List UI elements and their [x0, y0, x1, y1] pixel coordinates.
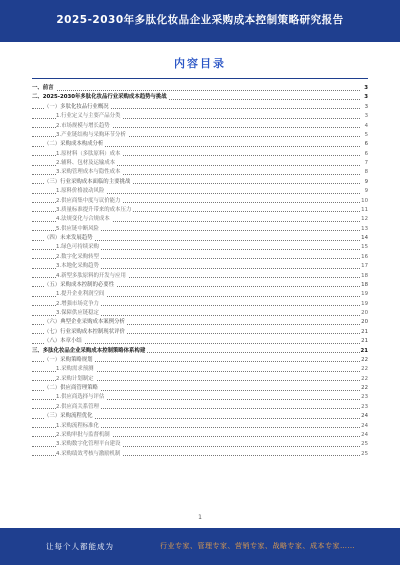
toc-entry[interactable]: [32, 112, 368, 121]
toc-entry-title: 3.本地化采购趋势: [56, 262, 101, 271]
toc-entry-page: 12: [360, 215, 368, 224]
toc-entry-page: 18: [360, 281, 368, 290]
toc-entry-page: 17: [360, 262, 368, 271]
toc-entry[interactable]: [32, 131, 368, 140]
toc-entry[interactable]: [32, 140, 368, 149]
toc-entry[interactable]: [32, 384, 368, 393]
toc-entry-page: 19: [360, 290, 368, 299]
toc-entry[interactable]: [32, 197, 368, 206]
toc-entry-page: 9: [360, 178, 368, 187]
toc-entry-title: 2.供应商集中度与议价能力: [56, 197, 122, 206]
toc-entry[interactable]: [32, 309, 368, 318]
toc-entry-title: （五）采购成本控制的必要性: [44, 281, 116, 290]
report-title: 2025-2030年多肽化妆品企业采购成本控制策略研究报告: [56, 14, 344, 26]
toc-entry-title: 3.质量标准提升带来的成本压力: [56, 206, 133, 215]
toc-entry[interactable]: [32, 393, 368, 402]
toc-entry-page: 20: [360, 309, 368, 318]
toc-entry-page: 7: [360, 159, 368, 168]
toc-entry-page: 21: [360, 328, 368, 337]
toc-entry-title: 1.供应商选择与评估: [56, 393, 106, 402]
toc-entry[interactable]: [32, 168, 368, 177]
toc-entry[interactable]: [32, 290, 368, 299]
toc-entry-title: （三）行业采购成本面临的主要挑战: [44, 178, 132, 187]
toc-entry-page: 14: [360, 234, 368, 243]
toc-entry-title: 1.采购需求预测: [56, 365, 96, 374]
toc-entry-page: 15: [360, 243, 368, 252]
toc-entry-page: 24: [360, 412, 368, 421]
toc-entry-title: （一）多肽化妆品行业概况: [44, 103, 111, 112]
toc-entry[interactable]: [32, 187, 368, 196]
toc-entry-title: 3.保障供应链稳定: [56, 309, 101, 318]
toc-entry-title: 三、多肽化妆品企业采购成本控制策略体系构建: [32, 347, 147, 356]
toc-entry-title: 2.市场规模与增长趋势: [56, 122, 112, 131]
toc-entry-title: 2.增强市场竞争力: [56, 300, 101, 309]
toc-entry[interactable]: [32, 93, 368, 102]
toc-divider: [32, 78, 368, 79]
toc-entry-title: 4.法规变化与合规成本: [56, 215, 112, 224]
toc-entry-page: 18: [360, 272, 368, 281]
toc-entry-title: 5.供应链中断风险: [56, 225, 101, 234]
toc-entry-title: 3.采购数字化管理平台建设: [56, 440, 122, 449]
toc-entry-page: 6: [360, 140, 368, 149]
page-number: 1: [198, 514, 202, 521]
footer-tags: 行业专家、管理专家、营销专家、战略专家、成本专家……: [160, 542, 355, 550]
toc-entry[interactable]: [32, 234, 368, 243]
toc-entry[interactable]: [32, 272, 368, 281]
toc-entry[interactable]: [32, 225, 368, 234]
toc-entry-page: 23: [360, 403, 368, 412]
toc-entry-title: 1.采购流程标准化: [56, 422, 101, 431]
toc-entry-page: 13: [360, 225, 368, 234]
toc-entry[interactable]: [32, 318, 368, 327]
toc-leader-dots: [32, 90, 360, 91]
toc-heading: 内容目录: [174, 57, 226, 70]
toc-entry-page: 22: [360, 365, 368, 374]
toc-entry[interactable]: [32, 243, 368, 252]
toc-entry-page: 4: [360, 122, 368, 131]
toc-entry[interactable]: [32, 178, 368, 187]
toc-entry[interactable]: [32, 440, 368, 449]
toc-entry[interactable]: [32, 450, 368, 459]
toc-entry-title: 1.绿色可持续采购: [56, 243, 101, 252]
toc-entry-page: 3: [360, 84, 368, 93]
toc-entry-page: 8: [360, 168, 368, 177]
toc-entry-title: 1.行业定义与主要产品分类: [56, 112, 122, 121]
toc-entry[interactable]: [32, 206, 368, 215]
toc-entry[interactable]: [32, 281, 368, 290]
toc-entry[interactable]: [32, 253, 368, 262]
toc-entry[interactable]: [32, 300, 368, 309]
toc-entry-page: 3: [360, 112, 368, 121]
toc-entry-page: 6: [360, 150, 368, 159]
toc-entry-title: 2.数字化采购转型: [56, 253, 101, 262]
toc-entry-page: 22: [360, 375, 368, 384]
footer-slogan: 让每个人都能成为: [46, 542, 114, 551]
toc-entry-title: （二）采购成本构成分析: [44, 140, 105, 149]
toc-entry-title: （二）供应商管理策略: [44, 384, 100, 393]
toc-entry-page: 3: [360, 93, 368, 102]
toc-entry-title: （三）采购流程优化: [44, 412, 95, 421]
toc-entry-title: 4.新型多肽原料的开发与应用: [56, 272, 128, 281]
toc-entry-page: 22: [360, 384, 368, 393]
toc-entry-page: 9: [360, 187, 368, 196]
toc-entry-title: 二、2025-2030年多肽化妆品行业采购成本趋势与挑战: [32, 93, 169, 102]
toc-entry-page: 19: [360, 300, 368, 309]
toc-entry-title: 2.辅料、包材及运输成本: [56, 159, 117, 168]
toc-entry-title: 3.产业链结构与采购环节分析: [56, 131, 128, 140]
toc-entry-title: 2.采购审批与监督机制: [56, 431, 112, 440]
toc-entry[interactable]: [32, 375, 368, 384]
toc-entry-title: 3.采购管理成本与隐性成本: [56, 168, 122, 177]
toc-entry-title: 1.原材料（多肽原料）成本: [56, 150, 122, 159]
toc-entry-title: 2.供应商关系管理: [56, 403, 101, 412]
toc-entry[interactable]: [32, 431, 368, 440]
toc-entry-page: 24: [360, 431, 368, 440]
toc-entry-page: 21: [360, 337, 368, 346]
toc-entry-page: 24: [360, 422, 368, 431]
toc-entry-page: 25: [360, 450, 368, 459]
toc-entry-title: 1.提升企业利润空间: [56, 290, 106, 299]
toc-entry[interactable]: [32, 403, 368, 412]
toc-entry-page: 11: [360, 206, 368, 215]
toc-entry-title: 2.采购计划制定: [56, 375, 96, 384]
toc-entry[interactable]: [32, 347, 368, 356]
toc-entry-title: （七）行业采购成本控制现状评价: [44, 328, 127, 337]
toc-entry[interactable]: [32, 122, 368, 131]
toc-entry-page: 3: [360, 103, 368, 112]
toc-entry-page: 16: [360, 253, 368, 262]
toc-entry-page: 23: [360, 393, 368, 402]
toc-entry-page: 5: [360, 131, 368, 140]
toc-entry[interactable]: [32, 356, 368, 365]
toc-entry[interactable]: [32, 103, 368, 112]
toc-entry[interactable]: [32, 412, 368, 421]
toc-entry-title: （八）本章小结: [44, 337, 84, 346]
toc-entry-title: 1.原料价格波动风险: [56, 187, 106, 196]
toc-entry[interactable]: [32, 150, 368, 159]
toc-entry-title: 4.采购绩效考核与激励机制: [56, 450, 122, 459]
toc-entry[interactable]: [32, 262, 368, 271]
toc-entry[interactable]: [32, 159, 368, 168]
toc-entry-title: （四）未来发展趋势: [44, 234, 95, 243]
toc-entry-title: （一）采购策略规划: [44, 356, 95, 365]
toc-entry-title: （六）典型企业采购成本案例分析: [44, 318, 127, 327]
toc-entry-page: 22: [360, 356, 368, 365]
toc-entry-page: 10: [360, 197, 368, 206]
toc-entry[interactable]: [32, 365, 368, 374]
toc-entry[interactable]: [32, 328, 368, 337]
toc-entry-page: 20: [360, 318, 368, 327]
toc-entry[interactable]: [32, 84, 368, 93]
toc-entry[interactable]: [32, 337, 368, 346]
toc-entry-title: 一、前言: [32, 84, 56, 93]
toc-entry[interactable]: [32, 215, 368, 224]
toc-entry-page: 21: [360, 347, 368, 356]
table-of-contents: [32, 84, 368, 459]
toc-entry[interactable]: [32, 422, 368, 431]
toc-entry-page: 25: [360, 440, 368, 449]
